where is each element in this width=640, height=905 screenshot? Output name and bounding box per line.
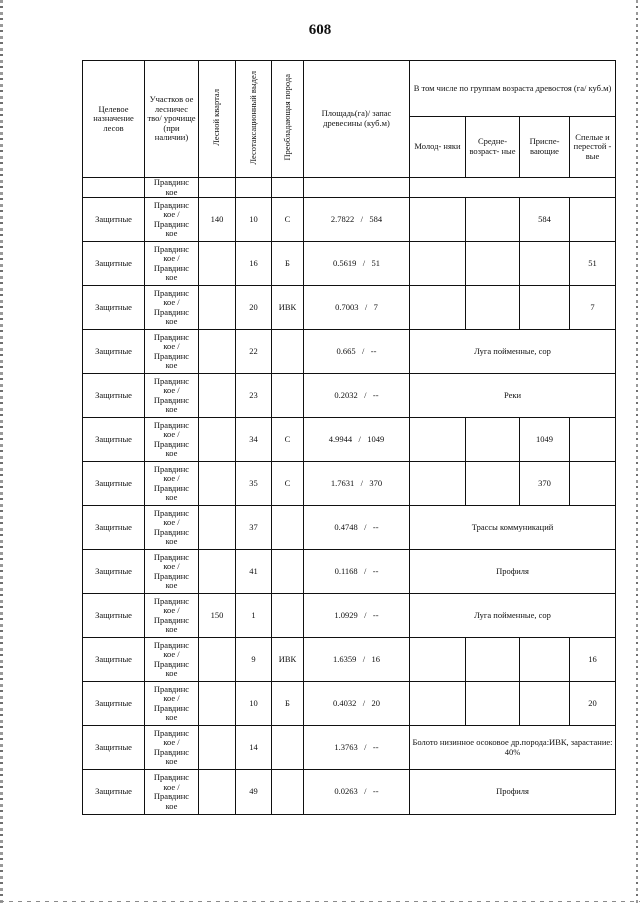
- cell-species: С: [272, 198, 304, 242]
- header-mature: Спелые и перестой - вые: [570, 117, 616, 178]
- cell-purpose: Защитные: [83, 550, 145, 594]
- cell-purpose: Защитные: [83, 682, 145, 726]
- cell-purpose: Защитные: [83, 638, 145, 682]
- scan-edge-right: [636, 0, 638, 905]
- cell-species: С: [272, 418, 304, 462]
- cell-quarter: [199, 638, 236, 682]
- cell-young: [410, 682, 466, 726]
- cell-district: Правдинс кое / Правдинс кое: [145, 594, 199, 638]
- cell-middle: [466, 198, 520, 242]
- cell-premature: [520, 242, 570, 286]
- cell-purpose: Защитные: [83, 594, 145, 638]
- cell-species: [272, 374, 304, 418]
- cell-purpose: Защитные: [83, 242, 145, 286]
- separator-cell: [272, 178, 304, 198]
- cell-quarter: [199, 726, 236, 770]
- page-number: 608: [308, 22, 332, 38]
- cell-young: [410, 242, 466, 286]
- cell-mature: [570, 198, 616, 242]
- cell-plot: 20: [236, 286, 272, 330]
- cell-area: 0.4032 / 20: [304, 682, 410, 726]
- cell-quarter: [199, 242, 236, 286]
- header-age-groups: В том числе по группам возраста древостоя (га/ куб.м): [410, 61, 616, 117]
- cell-plot: 10: [236, 198, 272, 242]
- table-row: [83, 638, 616, 682]
- table-row: [83, 286, 616, 330]
- cell-young: [410, 462, 466, 506]
- table-row: [83, 594, 616, 638]
- cell-quarter: [199, 286, 236, 330]
- header-row-1: [83, 61, 616, 117]
- cell-quarter: [199, 506, 236, 550]
- cell-quarter: [199, 550, 236, 594]
- cell-plot: 14: [236, 726, 272, 770]
- cell-district: Правдинс кое / Правдинс кое: [145, 330, 199, 374]
- cell-species: [272, 594, 304, 638]
- separator-cell: [83, 178, 145, 198]
- cell-purpose: Защитные: [83, 726, 145, 770]
- separator-cell: [199, 178, 236, 198]
- forest-plots-table: [82, 60, 616, 815]
- cell-district: Правдинс кое / Правдинс кое: [145, 418, 199, 462]
- cell-district: Правдинс кое / Правдинс кое: [145, 198, 199, 242]
- cell-mature: 7: [570, 286, 616, 330]
- cell-plot: 22: [236, 330, 272, 374]
- cell-mature: [570, 418, 616, 462]
- header-plot: [236, 61, 272, 178]
- cell-premature: 1049: [520, 418, 570, 462]
- header-species: [272, 61, 304, 178]
- cell-purpose: Защитные: [83, 462, 145, 506]
- cell-young: [410, 418, 466, 462]
- table-row: [83, 770, 616, 815]
- cell-note: Профиля: [410, 550, 616, 594]
- cell-purpose: Защитные: [83, 198, 145, 242]
- table-row: [83, 506, 616, 550]
- cell-young: [410, 638, 466, 682]
- cell-district: Правдинс кое / Правдинс кое: [145, 462, 199, 506]
- cell-middle: [466, 242, 520, 286]
- cell-area: 0.2032 / --: [304, 374, 410, 418]
- scan-edge-left: [0, 0, 3, 905]
- cell-district: Правдинс кое / Правдинс кое: [145, 286, 199, 330]
- cell-district: Правдинс кое / Правдинс кое: [145, 506, 199, 550]
- cell-area: 0.665 / --: [304, 330, 410, 374]
- cell-district: Правдинс кое / Правдинс кое: [145, 682, 199, 726]
- cell-species: ИВК: [272, 286, 304, 330]
- cell-middle: [466, 462, 520, 506]
- cell-plot: 10: [236, 682, 272, 726]
- separator-cell: [410, 178, 616, 198]
- cell-young: [410, 286, 466, 330]
- cell-area: 2.7822 / 584: [304, 198, 410, 242]
- separator-cell: [236, 178, 272, 198]
- cell-mature: 16: [570, 638, 616, 682]
- cell-quarter: [199, 374, 236, 418]
- cell-area: 1.7631 / 370: [304, 462, 410, 506]
- cell-premature: [520, 638, 570, 682]
- table-row: [83, 330, 616, 374]
- cell-purpose: Защитные: [83, 770, 145, 815]
- table-row: [83, 462, 616, 506]
- cell-species: ИВК: [272, 638, 304, 682]
- cell-species: Б: [272, 242, 304, 286]
- cell-species: [272, 550, 304, 594]
- cell-species: С: [272, 462, 304, 506]
- cell-purpose: Защитные: [83, 330, 145, 374]
- cell-quarter: 150: [199, 594, 236, 638]
- cell-purpose: Защитные: [83, 418, 145, 462]
- cell-species: [272, 726, 304, 770]
- header-middle: Средне- возраст- ные: [466, 117, 520, 178]
- cell-purpose: Защитные: [83, 286, 145, 330]
- table-row: [83, 550, 616, 594]
- table-row: [83, 198, 616, 242]
- cell-premature: 370: [520, 462, 570, 506]
- cell-species: [272, 330, 304, 374]
- cell-area: 4.9944 / 1049: [304, 418, 410, 462]
- separator-row: [83, 178, 616, 198]
- header-premature: Приспе- вающие: [520, 117, 570, 178]
- cell-species: [272, 770, 304, 815]
- cell-middle: [466, 418, 520, 462]
- cell-area: 0.0263 / --: [304, 770, 410, 815]
- separator-cell: [304, 178, 410, 198]
- cell-premature: [520, 682, 570, 726]
- separator-district: Правдинс кое: [145, 178, 199, 198]
- table-row: [83, 682, 616, 726]
- header-district: Участков ое лесничес тво/ урочище (при наличии): [145, 61, 199, 178]
- cell-note: Профиля: [410, 770, 616, 815]
- cell-area: 0.1168 / --: [304, 550, 410, 594]
- cell-mature: 51: [570, 242, 616, 286]
- cell-district: Правдинс кое / Правдинс кое: [145, 770, 199, 815]
- cell-middle: [466, 682, 520, 726]
- cell-note: Болото низинное осоковое др.порода:ИВК, зарастание: 40%: [410, 726, 616, 770]
- cell-quarter: [199, 682, 236, 726]
- table-row: [83, 242, 616, 286]
- cell-quarter: [199, 418, 236, 462]
- cell-quarter: [199, 330, 236, 374]
- cell-plot: 1: [236, 594, 272, 638]
- cell-young: [410, 198, 466, 242]
- cell-quarter: [199, 462, 236, 506]
- cell-note: Луга пойменные, сор: [410, 594, 616, 638]
- cell-premature: 584: [520, 198, 570, 242]
- cell-species: Б: [272, 682, 304, 726]
- cell-district: Правдинс кое / Правдинс кое: [145, 550, 199, 594]
- cell-plot: 9: [236, 638, 272, 682]
- cell-plot: 37: [236, 506, 272, 550]
- cell-note: Трассы коммуникаций: [410, 506, 616, 550]
- cell-quarter: [199, 770, 236, 815]
- header-area: Площадь(га)/ запас древесины (куб.м): [304, 61, 410, 178]
- table-row: [83, 726, 616, 770]
- table-row: [83, 374, 616, 418]
- header-quarter-label: Лесной квартал: [211, 89, 222, 147]
- cell-purpose: Защитные: [83, 506, 145, 550]
- cell-district: Правдинс кое / Правдинс кое: [145, 242, 199, 286]
- cell-plot: 16: [236, 242, 272, 286]
- table-row: [83, 418, 616, 462]
- header-young: Молод- няки: [410, 117, 466, 178]
- header-species-label: Преобладающая порода: [281, 74, 292, 161]
- cell-middle: [466, 286, 520, 330]
- cell-mature: 20: [570, 682, 616, 726]
- header-plot-label: Лесотаксационный выдел: [247, 70, 258, 165]
- cell-middle: [466, 638, 520, 682]
- cell-area: 1.3763 / --: [304, 726, 410, 770]
- cell-area: 0.7003 / 7: [304, 286, 410, 330]
- cell-plot: 23: [236, 374, 272, 418]
- cell-district: Правдинс кое / Правдинс кое: [145, 374, 199, 418]
- cell-plot: 49: [236, 770, 272, 815]
- cell-plot: 35: [236, 462, 272, 506]
- cell-area: 1.6359 / 16: [304, 638, 410, 682]
- cell-district: Правдинс кое / Правдинс кое: [145, 638, 199, 682]
- cell-quarter: 140: [199, 198, 236, 242]
- header-purpose: Целевое назначение лесов: [83, 61, 145, 178]
- cell-purpose: Защитные: [83, 374, 145, 418]
- cell-district: Правдинс кое / Правдинс кое: [145, 726, 199, 770]
- header-quarter: [199, 61, 236, 178]
- scan-edge-bottom: [0, 901, 640, 902]
- cell-area: 0.4748 / --: [304, 506, 410, 550]
- cell-premature: [520, 286, 570, 330]
- cell-plot: 41: [236, 550, 272, 594]
- cell-area: 1.0929 / --: [304, 594, 410, 638]
- cell-note: Реки: [410, 374, 616, 418]
- cell-note: Луга пойменные, сор: [410, 330, 616, 374]
- cell-mature: [570, 462, 616, 506]
- cell-area: 0.5619 / 51: [304, 242, 410, 286]
- cell-plot: 34: [236, 418, 272, 462]
- cell-species: [272, 506, 304, 550]
